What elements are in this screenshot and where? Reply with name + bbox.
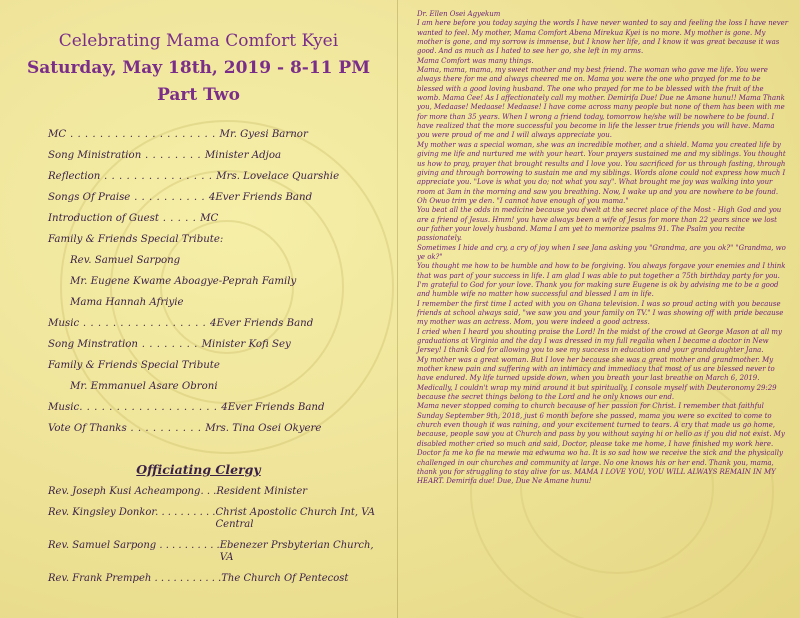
- program-dots: . . . . . . . . . .: [130, 192, 209, 203]
- clergy-row: [48, 540, 388, 565]
- program-row: [48, 313, 378, 334]
- title-line-2: Saturday, May 18th, 2019 - 8-11 PM: [26, 58, 371, 78]
- program-list: [48, 124, 378, 439]
- program-label: Family & Friends Special Tribute: [48, 360, 220, 371]
- program-dots: . . . . .: [158, 213, 201, 224]
- left-panel: [0, 0, 397, 618]
- tribute-paragraph: I cried when I heard you shouting praise the Lord! In the midst of the crowd at George Mason at all my graduations at Virginia and the day I was dressed in my full regalia when I became a doctor in New Jersey! I thank God for allowing you to see my success in education and your granddaughter Jana.: [417, 327, 782, 355]
- tribute-paragraph: You beat all the odds in medicine because you dwelt at the secret place of the Most - High God and you are a friend of Jesus. Hmm! you have always been a wife of Jesus for more than 22 years since we lost our father your lovely husband. Mama I am yet to memorize psalms 91. The Psalm you recite passionately.: [417, 206, 782, 243]
- program-label: Song Minstration: [48, 339, 138, 350]
- program-row: [48, 376, 378, 397]
- tribute-paragraph: I am here before you today saying the words I have never wanted to say and feeling the loss I have never wanted to feel. My mother, Mama Comfort Abena Mirekua Kyei is no more. My mother is gone. My mother is gone, and my sorrow is immense, but I know her life, and I know it was great because it was good. And as much as I hated to see her go, she left in my arms.: [417, 19, 789, 56]
- clergy-name: Rev. Samuel Sarpong . . . . . . . . . .: [48, 539, 220, 551]
- program-row: [48, 292, 378, 313]
- program-label: Music: [48, 402, 80, 413]
- clergy-church: Resident Minister: [216, 486, 308, 497]
- program-label: Songs Of Praise: [48, 192, 131, 203]
- clergy-church: The Church Of Pentecost: [221, 572, 349, 584]
- clergy-name: Rev. Joseph Kusi Acheampong. . .: [48, 486, 217, 497]
- program-dots: . . . . . . . . . .: [126, 423, 206, 434]
- program-row: [48, 418, 378, 439]
- tribute-paragraph: My mother was a great woman. But I love her because she was a great mother and grandmother. My mother knew pain and suffering with an intimacy and immediacy that most of us are blessed never to have endured. My life turned upside down, when you breath your last breathe on March 6, 2019. Medically, I couldn't wrap my mind around it but spiritually, I console myself with Deuteronomy 29:29 because the secret things belong to the Lord and he only knows our end.: [417, 355, 777, 402]
- program-row: [48, 124, 378, 145]
- program-label: Mr. Emmanuel Asare Obroni: [70, 381, 218, 392]
- program-label: Music: [48, 318, 80, 329]
- program-value: Minister Adjoa: [204, 150, 282, 161]
- title-line-3: Part Two: [157, 85, 240, 105]
- clergy-list: [48, 486, 388, 593]
- clergy-church: Christ Apostolic Church Int, VA Central: [215, 506, 375, 530]
- title-line-1: Celebrating Mama Comfort Kyei: [58, 31, 339, 51]
- program-row: [48, 166, 378, 187]
- program-value: 4Ever Friends Band: [221, 402, 325, 413]
- clergy-heading: Officiating Clergy: [136, 462, 261, 477]
- program-value: Mr. Gyesi Barnor: [219, 129, 308, 140]
- program-label: MC: [48, 129, 67, 140]
- tribute-paragraph: Mama Comfort was many things.: [417, 56, 534, 65]
- program-value: Mrs. Lovelace Quarshie: [216, 171, 340, 182]
- program-label: Mr. Eugene Kwame Aboagye-Peprah Family: [70, 276, 297, 287]
- program-value: Mrs. Tina Osei Okyere: [205, 423, 322, 434]
- program-label: Mama Hannah Afriyie: [70, 297, 184, 308]
- program-row: [48, 334, 378, 355]
- tribute-paragraph: Dr. Ellen Osei Agyekum: [417, 10, 501, 18]
- program-value: Minister Kofi Sey: [201, 339, 291, 350]
- program-row: [48, 397, 378, 418]
- program-value: 4Ever Friends Band: [210, 318, 314, 329]
- program-dots: . . . . . . . . . . . . . . .: [100, 171, 217, 182]
- program-row: [48, 145, 378, 166]
- program-value: 4Ever Friends Band: [208, 192, 313, 203]
- clergy-row: [48, 507, 388, 532]
- tribute-paragraph: You thought me how to be humble and how to be forgiving. You always forgave your enemies and I think that was part of your success in life. I am glad I was able to put together a 75th birthday party for you. I'm grateful to God for your love. Thank you for making sure Eugene is ok by advising me to be a good and humble wife no matter how successful and blessed I am in life.: [417, 262, 786, 299]
- program-label: Reflection: [48, 171, 101, 182]
- clergy-church: Ebenezer Prsbyterian Church, VA: [219, 539, 374, 563]
- program-label: Introduction of Guest: [48, 213, 159, 224]
- program-label: Rev. Samuel Sarpong: [70, 255, 181, 266]
- program-dots: . . . . . . . .: [141, 150, 205, 161]
- program-title: [0, 28, 397, 109]
- program-row: [48, 208, 378, 229]
- program-row: [48, 229, 378, 250]
- program-row: [48, 355, 378, 376]
- tribute-paragraph: I remember the first time I acted with you on Ghana television. I was so proud acting with you because friends at school always said, "we saw you and your family on TV." I was showing off with pride because my mother was an actress. Mom, you were indeed a good actress.: [417, 299, 784, 327]
- clergy-name: Rev. Frank Prempeh . . . . . . . . . . .: [48, 572, 222, 584]
- tribute-text: [417, 10, 789, 614]
- program-label: Vote Of Thanks: [48, 423, 127, 434]
- tribute-paragraph: Sometimes I hide and cry, a cry of joy when I see Jana asking you "Grandma, are you ok?" "Grandma, wo ye ok?": [417, 243, 786, 261]
- clergy-row: [48, 486, 388, 499]
- tribute-paragraph: My mother was a special woman, she was an incredible mother, and a shield. Mama you created life by giving me life and nurtured me with your heart. Your prayers sustained me and my siblings. You thought us how to pray, prayer that brought results and I love you. You sacrificed for us through fasting, through giving and through borrowing to sustain me and my siblings. Words alone could not express how much I appreciate you. "Love is what you do; not what you say". What brought me joy was walking into your room at 3am in the morning and saw you breathing. Now, I wake up and you are nowhere to be found. Oh Owuo trim ye den. "I cannot have enough of you mama.": [417, 140, 786, 205]
- program-label: Family & Friends Special Tribute:: [48, 234, 224, 245]
- program-dots: . . . . . . . . . . . . . . . . .: [79, 318, 211, 329]
- program-value: MC: [200, 213, 219, 224]
- tribute-paragraph: Mama never stopped coming to church because of her passion for Christ. I remember that faithful Sunday September 9th, 2018, just 6 month before she passed, mama you were so excited to come to church even though it was raining, and your excitement turned to tears. A cry that made us go home, because, people saw you at Church and pass by you without saying hi or hello as if you did not exist. My disabled mother cried so much and said, Doctor, please take me home, I have finished my work here. Doctor fa me ko fie na mewie ma edwuma wo ha. It is so sad how we receive the sick and the physically challenged in our churches and community at large. No one knows his or her end. Thank you, mama, thank you for struggling to stay alive for us. MAMA I LOVE YOU, YOU WILL ALWAYS REMAIN IN MY HEART. Demirifa due! Due, Due Ne Amane hunu!: [417, 402, 785, 486]
- program-dots: . . . . . . . . . . . . . . . . . . . .: [66, 129, 220, 140]
- program-label: Song Ministration: [48, 150, 142, 161]
- program-row: [48, 271, 378, 292]
- program-row: [48, 187, 378, 208]
- clergy-row: [48, 573, 388, 586]
- program-dots: . . . . . . . . . . . . . . . . . . .: [79, 402, 222, 413]
- tribute-paragraph: Mama, mama, mama, my sweet mother and my best friend. The woman who gave me life. You were always there for me and always cheered me on. Mama you were the one who prayed for me to be blessed with a good loving husband. The one who prayed for me to be blessed with the fruit of the womb. Mama Cee! As I affectionately call my mother. Demirifa Due! Due ne Amane hunu!! Mama Thank you, Medaase! Medaase! Medaase! I have come across many people but none of them has been with me for more than 35 years. When I wrong a friend today, tomorrow he/she will be nowhere to be found. I have realized that the more successful you become in life the lesser true friends you will have. Mama you were proud of me and I will always appreciate you.: [417, 66, 785, 140]
- page-fold-divider: [397, 0, 398, 618]
- program-row: [48, 250, 378, 271]
- clergy-name: Rev. Kingsley Donkor. . . . . . . . . .: [48, 506, 216, 518]
- program-dots: . . . . . . . .: [138, 339, 202, 350]
